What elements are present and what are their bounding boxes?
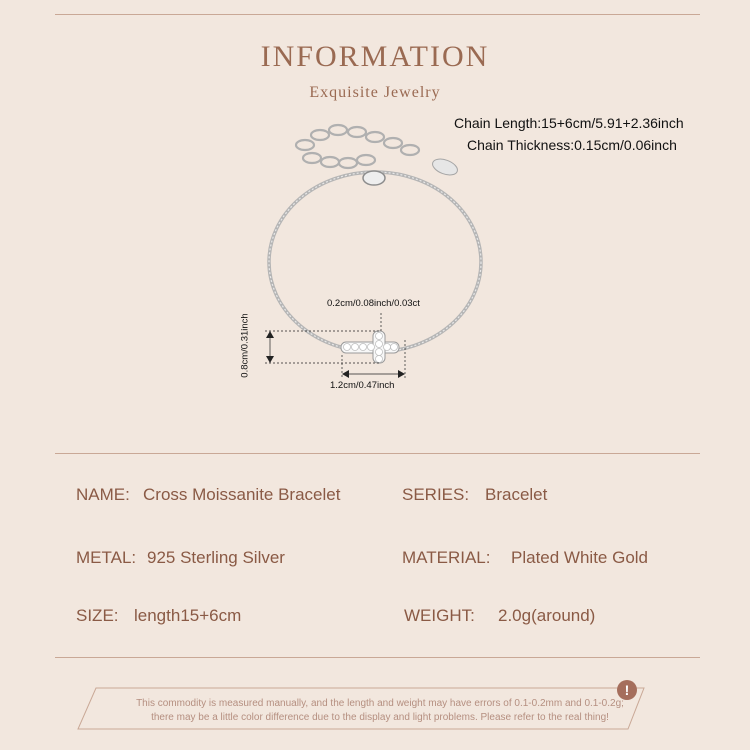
stone-size-label: 0.2cm/0.08inch/0.03ct: [327, 298, 420, 309]
footer-divider: [55, 657, 700, 658]
disclaimer-notice: [100, 697, 660, 725]
section-divider: [55, 453, 700, 454]
size-label: SIZE:: [76, 606, 119, 625]
weight-label: WEIGHT:: [404, 606, 475, 625]
series-label: SERIES:: [402, 485, 470, 504]
name-value: Cross Moissanite Bracelet: [143, 485, 341, 504]
metal-label: METAL:: [76, 548, 137, 567]
chain-length-spec: Chain Length:15+6cm/5.91+2.36inch: [454, 115, 684, 131]
page-subtitle: Exquisite Jewelry: [309, 84, 441, 101]
weight-value: 2.0g(around): [498, 606, 596, 625]
exclamation-icon: !: [617, 680, 637, 700]
disclaimer-line-1: This commodity is measured manually, and the length and weight may have errors of 0.1-0.2mm and 0.1-0.2g;: [136, 698, 624, 709]
size-value: length15+6cm: [134, 606, 242, 625]
page-title: INFORMATION: [260, 40, 490, 73]
chain-thickness-spec: Chain Thickness:0.15cm/0.06inch: [467, 137, 677, 153]
material-label: MATERIAL:: [402, 548, 491, 567]
width-label: 1.2cm/0.47inch: [330, 380, 395, 391]
height-label: 0.8cm/0.31inch: [239, 313, 251, 378]
disclaimer-line-2: there may be a little color difference due to the display and light problems. Please refer to the real thing!: [151, 712, 609, 723]
material-value: Plated White Gold: [511, 548, 649, 567]
name-label: NAME:: [76, 485, 130, 504]
series-value: Bracelet: [485, 485, 548, 504]
metal-value: 925 Sterling Silver: [147, 548, 285, 567]
